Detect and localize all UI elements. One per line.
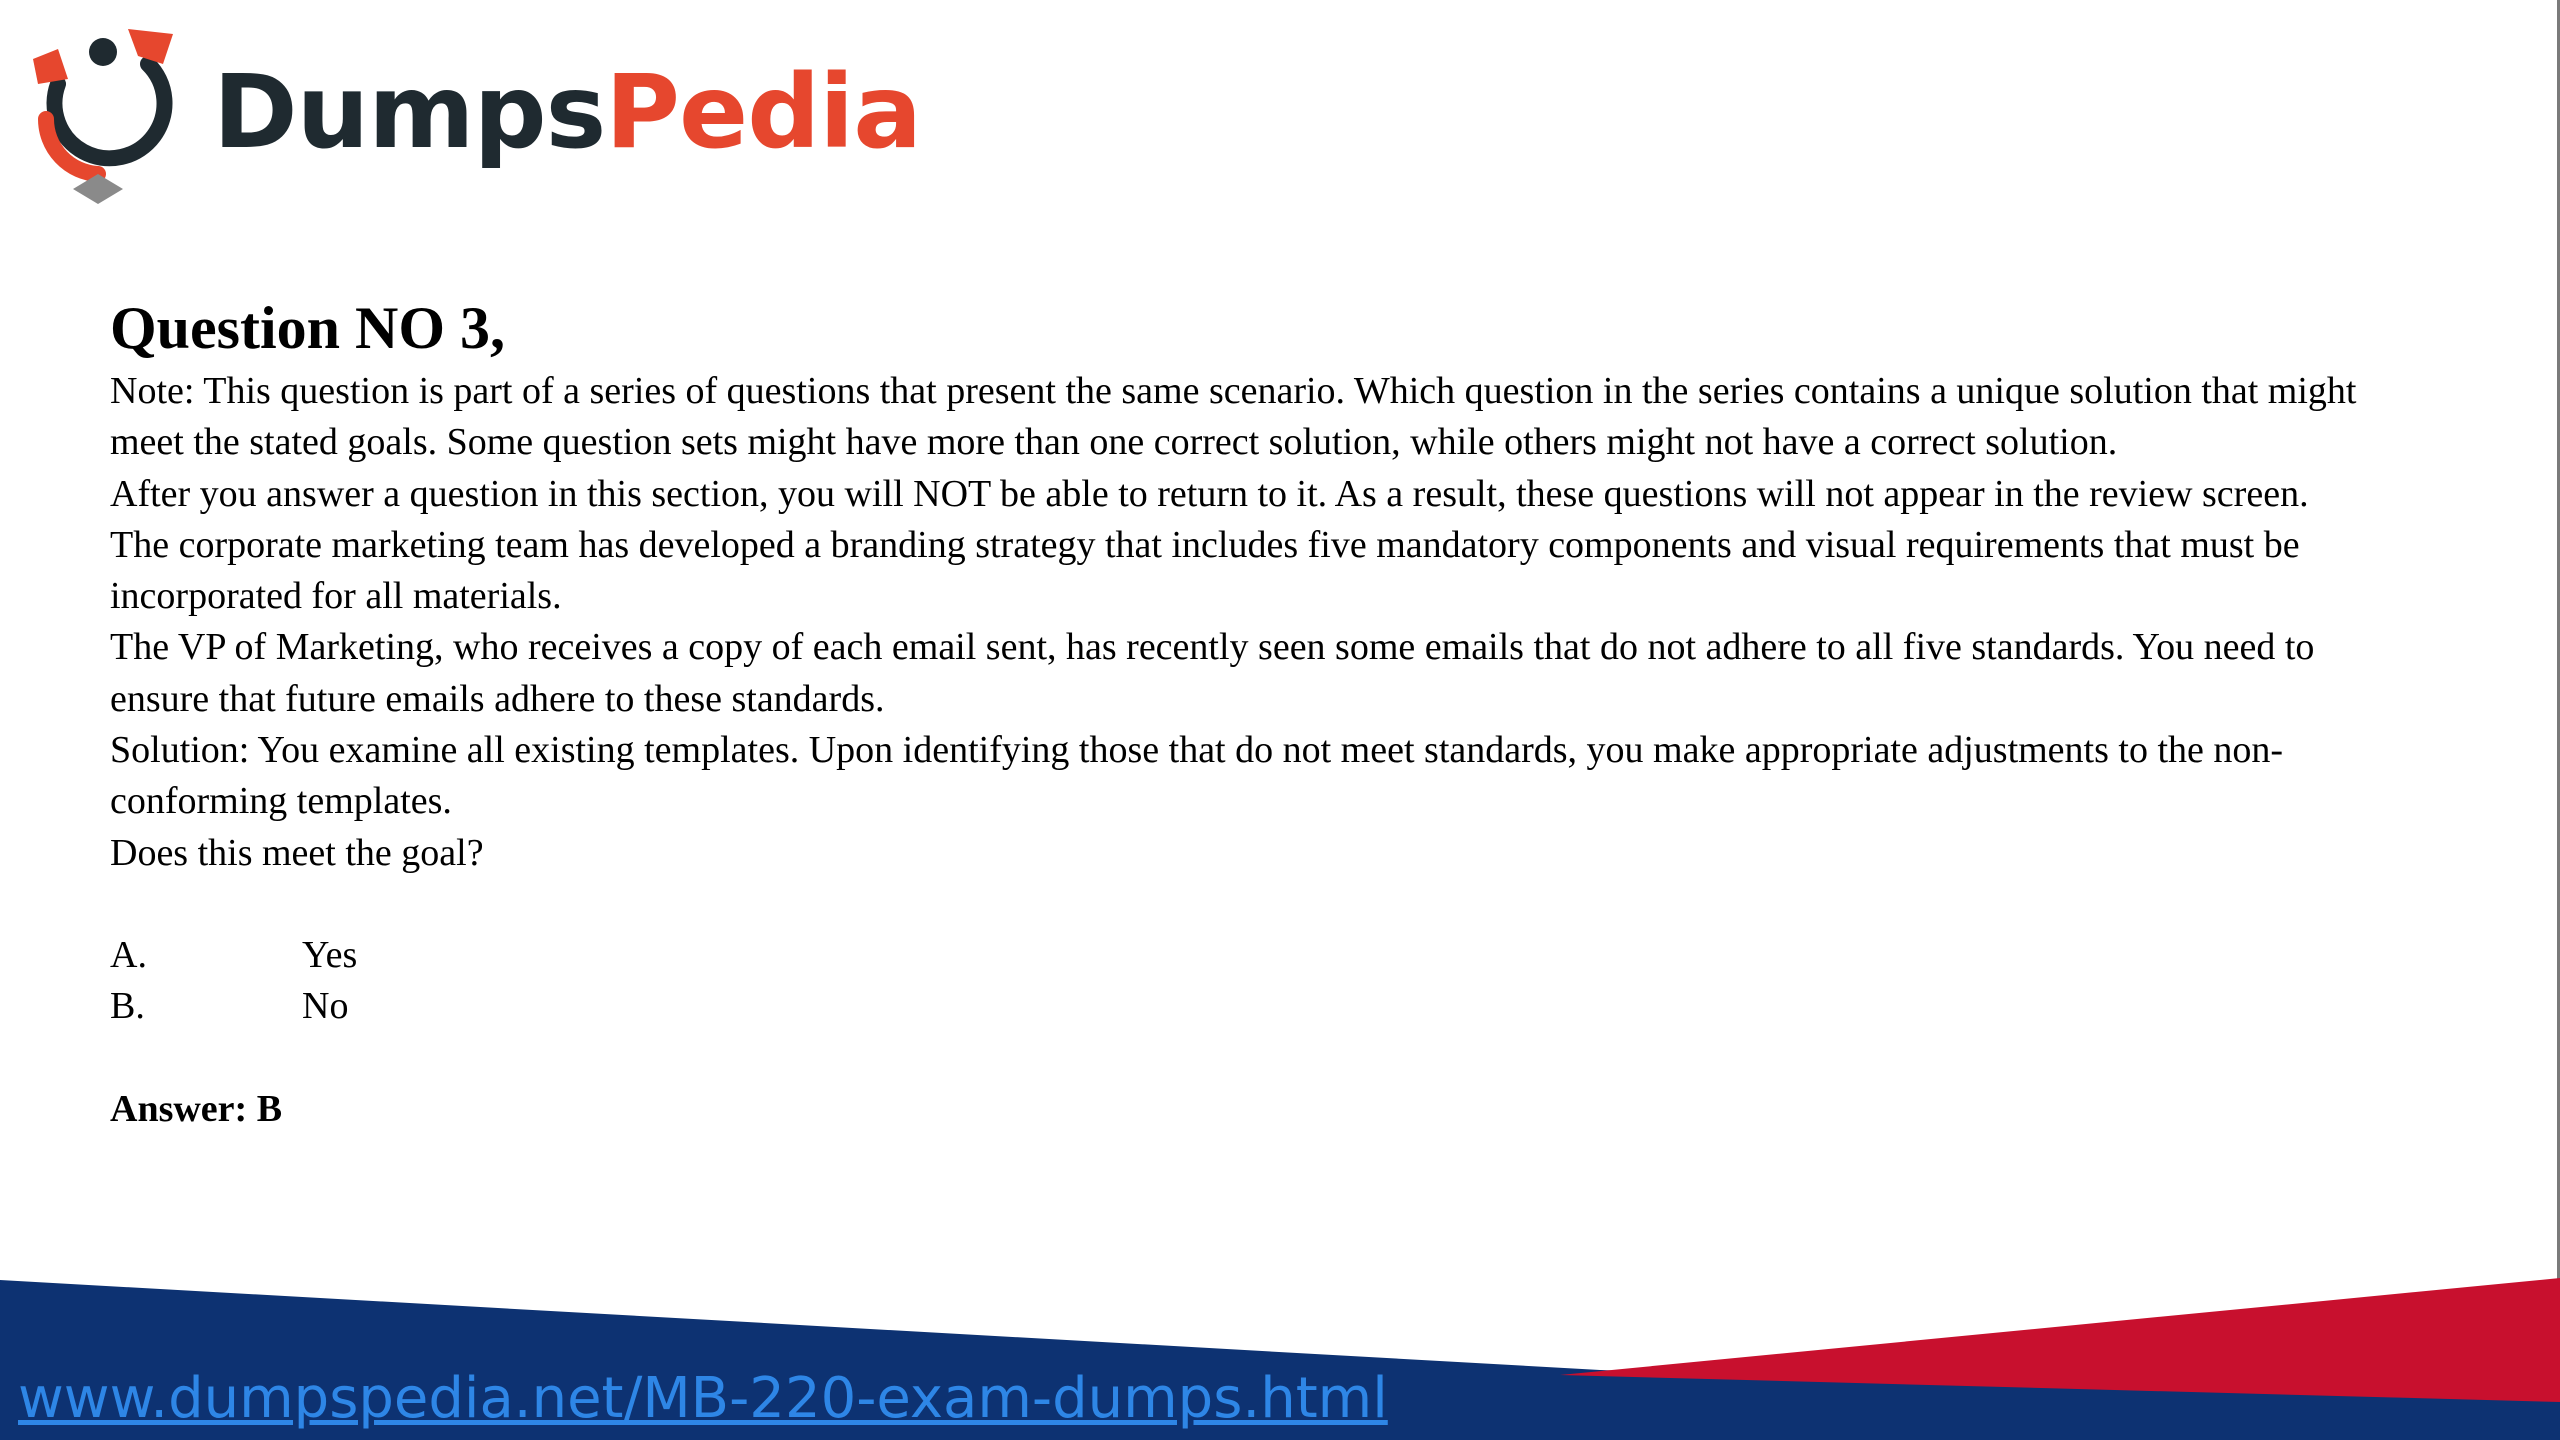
question-warning: After you answer a question in this section, you will NOT be able to return to it. As a result, these questions will not appear in the review screen. bbox=[110, 472, 2309, 515]
brand-name-pedia: Pedia bbox=[605, 53, 922, 172]
dumpspedia-logo-icon bbox=[28, 24, 178, 204]
answer-options bbox=[110, 930, 2410, 1033]
question-title: Question NO 3, bbox=[110, 295, 506, 361]
question-solution: Solution: You examine all existing templates. Upon identifying those that do not meet standards, you make appropriate adjustments to the non-conforming templates. bbox=[110, 729, 2284, 823]
question-scenario: The corporate marketing team has developed a branding strategy that includes five mandatory components and visual requirements that must be incorporated for all materials. bbox=[110, 523, 2300, 618]
logo bbox=[28, 24, 922, 204]
option-a bbox=[110, 930, 2410, 981]
option-text: No bbox=[302, 985, 349, 1028]
answer-line: Answer: B bbox=[110, 1087, 283, 1130]
brand-wordmark bbox=[213, 53, 922, 172]
question-content bbox=[110, 292, 2410, 1135]
question-prompt: Does this meet the goal? bbox=[110, 831, 484, 874]
option-b bbox=[110, 981, 2410, 1032]
footer-url-link[interactable]: www.dumpspedia.net/MB-220-exam-dumps.html bbox=[18, 1366, 1388, 1431]
brand-name-dumps: Dumps bbox=[213, 53, 606, 172]
question-note: Note: This question is part of a series of questions that present the same scenario. Which question in the series contains a unique solution that might meet the stated goals. Some question sets might have more than one correct solution, while others might not have a correct solution. bbox=[110, 370, 2357, 464]
option-letter: A. bbox=[110, 933, 147, 976]
option-letter: B. bbox=[110, 985, 145, 1028]
question-requirement: The VP of Marketing, who receives a copy of each email sent, has recently seen some emails that do not adhere to all five standards. You need to ensure that future emails adhere to these standards. bbox=[110, 626, 2315, 720]
option-text: Yes bbox=[302, 933, 358, 976]
